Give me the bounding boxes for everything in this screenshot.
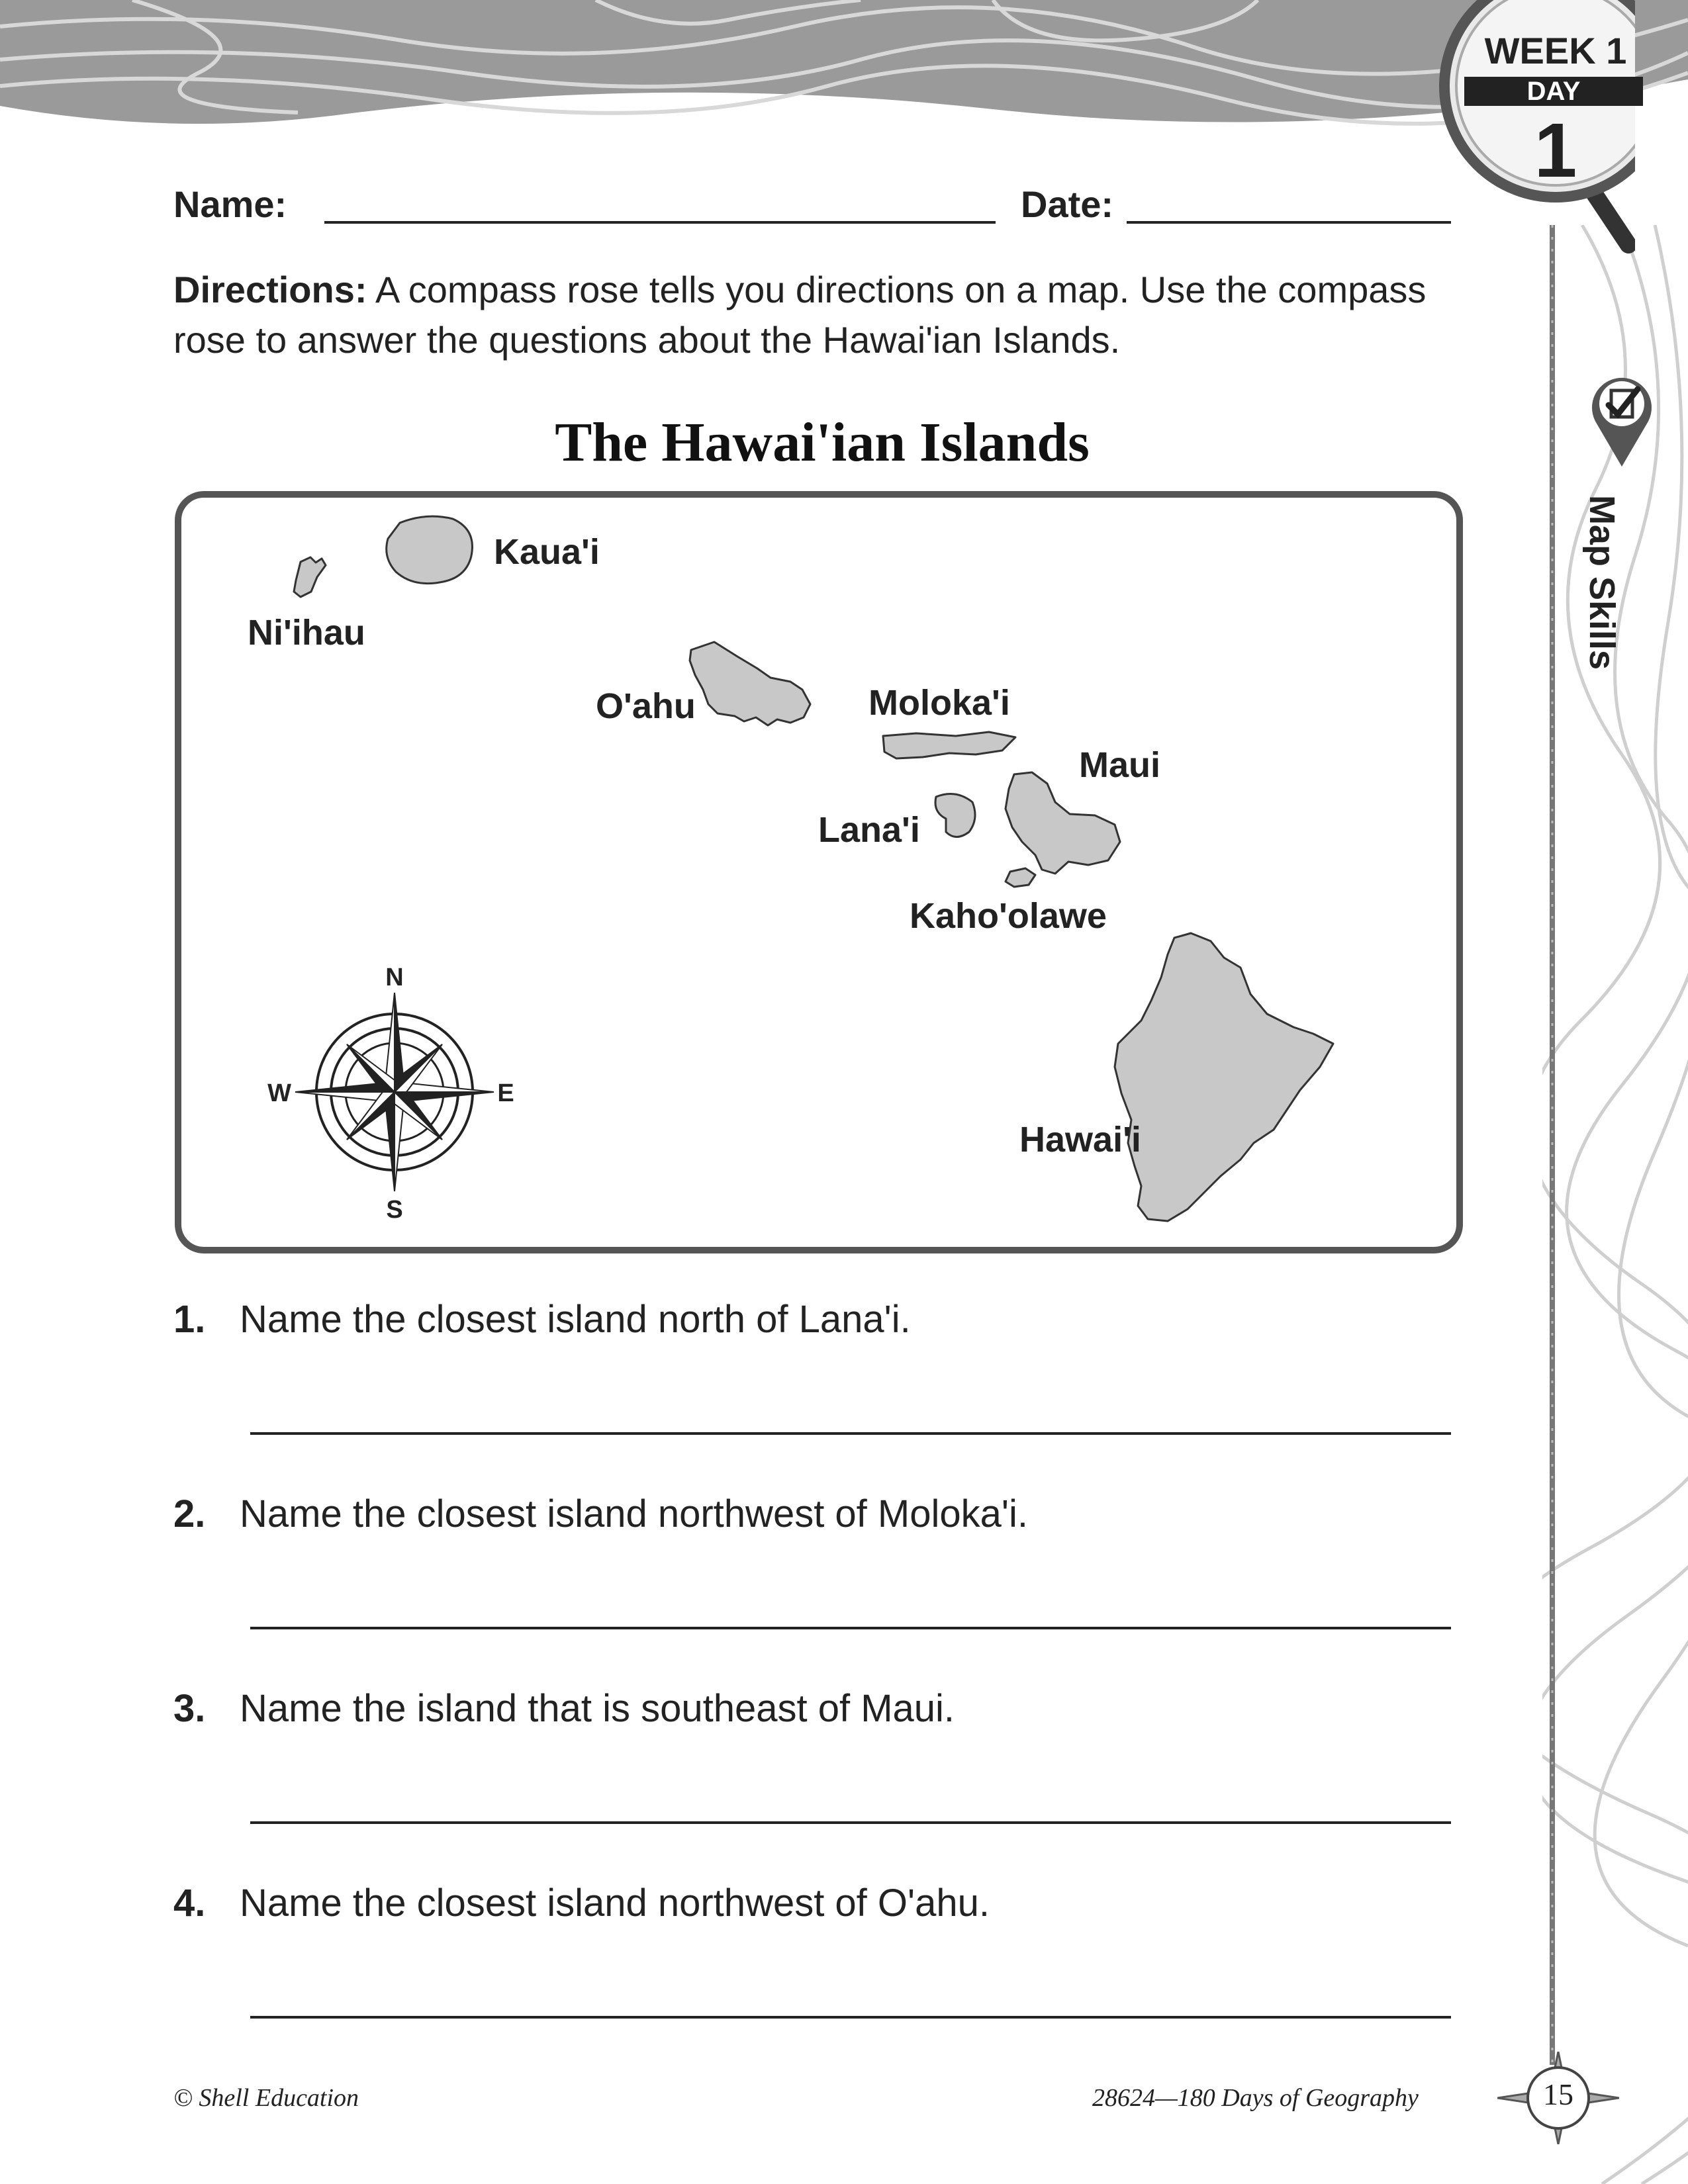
- kahoolawe-island-shape: [1006, 868, 1035, 887]
- name-field[interactable]: [324, 221, 996, 224]
- maui-island-shape: [1006, 772, 1120, 874]
- name-label: Name:: [173, 183, 287, 225]
- footer-publisher: © Shell Education: [173, 2084, 359, 2112]
- kauai-island-shape: [387, 516, 473, 583]
- kahoolawe-label: Kaho'olawe: [910, 896, 1107, 936]
- question-2-number: 2.: [173, 1492, 206, 1535]
- directions-text: A compass rose tells you directions on a map. Use the compass rose to answer the questions about the Hawai'ian Islands.: [173, 269, 1427, 361]
- date-label: Date:: [1021, 183, 1114, 225]
- directions-lead: Directions:: [173, 269, 367, 310]
- niihau-label: Ni'ihau: [248, 613, 365, 653]
- hawaii-island-shape: [1115, 933, 1333, 1221]
- day-number: 1: [1534, 107, 1577, 193]
- lanai-label: Lana'i: [818, 810, 920, 850]
- question-1-text: Name the closest island north of Lana'i.: [240, 1298, 911, 1341]
- question-4-text: Name the closest island northwest of O'ahu.: [240, 1882, 990, 1925]
- compass-rose: [295, 993, 494, 1191]
- question-3-number: 3.: [173, 1687, 206, 1730]
- footer-book-title: 28624—180 Days of Geography: [1092, 2084, 1419, 2112]
- answer-3-line[interactable]: [250, 1821, 1451, 1824]
- hawaii-map: [175, 491, 1463, 1253]
- page-number: 15: [1543, 2077, 1573, 2111]
- molokai-island-shape: [883, 732, 1015, 758]
- compass-south-label: S: [386, 1196, 403, 1224]
- directions: [173, 265, 1471, 365]
- compass-north-label: N: [385, 964, 404, 991]
- answer-1-line[interactable]: [250, 1432, 1451, 1435]
- question-2-text: Name the closest island northwest of Moloka'i.: [240, 1492, 1028, 1535]
- compass-east-label: E: [497, 1079, 514, 1107]
- niihau-island-shape: [294, 557, 326, 597]
- compass-west-label: W: [267, 1079, 291, 1107]
- map-pin-checklist-icon: [1589, 371, 1655, 470]
- date-field[interactable]: [1127, 221, 1451, 224]
- oahu-island-shape: [690, 642, 810, 725]
- map-skills-tab-label: Map Skills: [1582, 494, 1622, 670]
- oahu-label: O'ahu: [596, 686, 696, 726]
- answer-2-line[interactable]: [250, 1627, 1451, 1629]
- maui-label: Maui: [1079, 745, 1161, 785]
- answer-4-line[interactable]: [250, 2016, 1451, 2019]
- day-label: DAY: [1464, 77, 1643, 106]
- molokai-label: Moloka'i: [868, 683, 1010, 723]
- question-4-number: 4.: [173, 1882, 206, 1925]
- map-title: The Hawai'ian Islands: [555, 412, 1090, 473]
- question-3-text: Name the island that is southeast of Maui.: [240, 1687, 955, 1730]
- hawaii-label: Hawai'i: [1019, 1120, 1141, 1160]
- question-1-number: 1.: [173, 1298, 206, 1341]
- lanai-island-shape: [935, 794, 975, 837]
- week-label: WEEK 1: [1484, 30, 1627, 71]
- kauai-label: Kaua'i: [494, 532, 600, 572]
